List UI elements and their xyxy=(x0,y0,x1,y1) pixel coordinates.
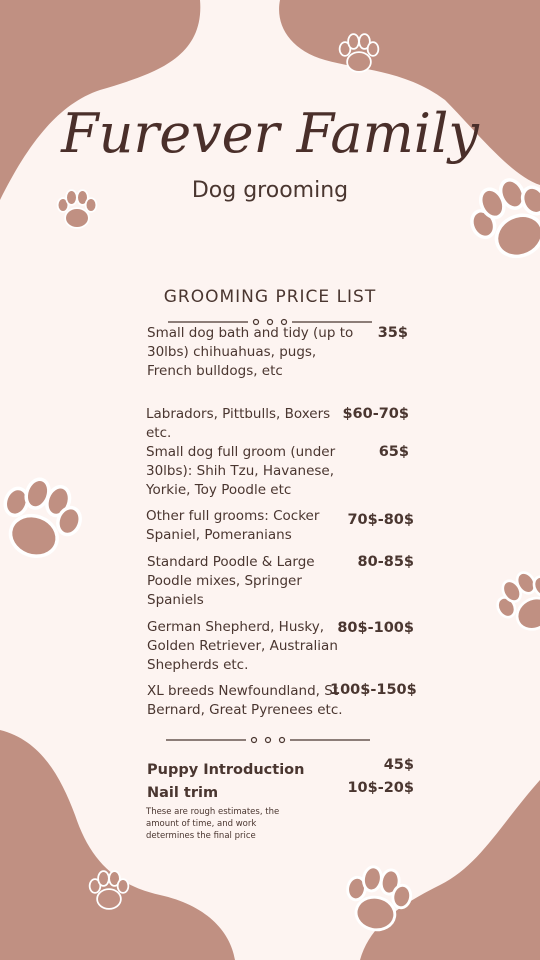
paw-icon xyxy=(490,562,540,642)
price-list-heading: GROOMING PRICE LIST xyxy=(163,287,377,307)
price-item-description: XL breeds Newfoundland, St Bernard, Great Pyrenees etc. xyxy=(147,683,343,718)
paw-icon xyxy=(336,858,420,940)
price-item-description: Small dog full groom (under 30lbs): Shih Tzu, Havanese, Yorkie, Toy Poodle etc xyxy=(146,444,336,498)
paw-icon xyxy=(0,464,90,574)
price-item-description: Small dog bath and tidy (up to 30lbs) chihuahuas, pugs, French bulldogs, etc xyxy=(147,325,354,379)
price-item-price: 35$ xyxy=(377,325,408,341)
price-item-price: $60-70$ xyxy=(342,406,409,422)
extra-service-label: Nail trim xyxy=(147,785,219,801)
divider-bottom xyxy=(166,733,370,747)
price-item-price: 80$-100$ xyxy=(337,620,414,636)
price-item-description: Standard Poodle & Large Poodle mixes, Springer Spaniels xyxy=(147,554,315,608)
price-item-price: 70$-80$ xyxy=(347,512,414,528)
extra-service-price: 45$ xyxy=(383,757,414,773)
page-subtitle: Dog grooming xyxy=(191,178,349,203)
price-item-description: Other full grooms: Cocker Spaniel, Pomeranians xyxy=(146,508,320,543)
paw-icon xyxy=(334,28,384,78)
price-item-price: 100$-150$ xyxy=(330,682,417,698)
paw-icon xyxy=(84,864,134,916)
price-item-price: 80-85$ xyxy=(357,554,414,570)
price-item-description: Labradors, Pittbulls, Boxers etc. xyxy=(146,406,331,441)
extra-service-price: 10$-20$ xyxy=(347,780,414,796)
pricing-note: These are rough estimates, the amount of time, and work determines the final price xyxy=(146,807,280,841)
price-item-description: German Shepherd, Husky, Golden Retriever, Australian Shepherds etc. xyxy=(147,619,338,673)
price-item-price: 65$ xyxy=(378,444,409,460)
extra-service-label: Puppy Introduction xyxy=(147,762,305,778)
page-title: Furever Family xyxy=(61,102,479,165)
